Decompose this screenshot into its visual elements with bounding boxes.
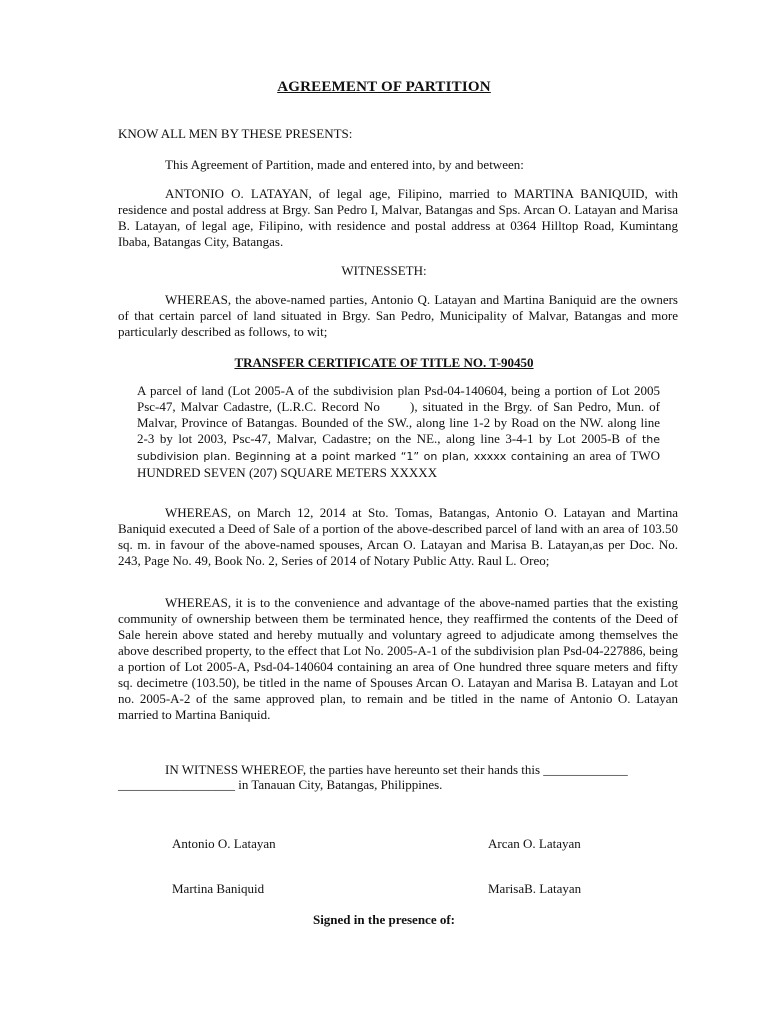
witnesseth-heading: WITNESSETH: [341, 263, 427, 278]
tct-description-part2: the subdivision plan. Beginning at a point marked “1” on plan, xxxxx containing [137, 433, 660, 463]
document-title: AGREEMENT OF PARTITION [277, 79, 491, 95]
whereas-paragraph-2: WHEREAS, on March 12, 2014 at Sto. Tomas, Batangas, Antonio O. Latayan and Martina Baniquid executed a Deed of Sale of a portion of the above-described parcel of land with an area of 103.50 sq. m. in favour of the above-named spouses, Arcan O. Latayan and Marisa B. Latayan,as per Doc. No. 243, Page No. 49, Book No. 2, Series of 2014 of Notary Public Atty. Raul L. Oreo; [118, 505, 678, 568]
whereas-paragraph-1: WHEREAS, the above-named parties, Antonio Q. Latayan and Martina Baniquid are the owners of that certain parcel of land situated in Brgy. San Pedro, Municipality of Malvar, Batangas and more particularly described as follows, to wit; [118, 292, 678, 339]
witness-clause-line2: __________________ in Tanauan City, Batangas, Philippines. [118, 777, 443, 792]
signatory-marisa: MarisaB. Latayan [488, 881, 582, 896]
whereas-paragraph-3: WHEREAS, it is to the convenience and advantage of the above-named parties that the existing community of ownership between them be terminated hence, they reaffirmed the contents of the Deed of Sale herein above stated and hereby mutually and voluntary agreed to adjudicate among themselves the above described property, to the effect that Lot No. 2005-A-1 of the subdivision plan Psd-04-227886, being a portion of Lot 2005-A, Psd-04-140604 containing an area of One hundred three square meters and fifty sq. decimetre (103.50), be titled in the name of Spouses Arcan O. Latayan and Marisa B. Latayan and Lot no. 2005-A-2 of the same approved plan, to remain and be titled in the name of Antonio O. Latayan married to Martina Baniquid. [118, 595, 678, 722]
intro-paragraph: This Agreement of Partition, made and entered into, by and between: [165, 157, 524, 172]
tct-description-part1: A parcel of land (Lot 2005-A of the subdivision plan Psd-04-140604, being a portion of Lot 2005 Psc-47, Malvar Cadastre, (L.R.C. Record No ), situated in the Brgy. of San Pedro, Mun. of Malvar, Province of Batangas. Bounded of the SW., along line 1-2 by Road on the NW. along line 2-3 by lot 2003, Psc-47, Malvar, Cadastre; on the NE., along line 3-4-1 by Lot 2005-B of [137, 383, 660, 446]
tct-description-part3: an area of TWO HUNDRED SEVEN (207) SQUARE METERS XXXXX [137, 448, 660, 480]
opening-line: KNOW ALL MEN BY THESE PRESENTS: [118, 126, 353, 141]
parties-paragraph: ANTONIO O. LATAYAN, of legal age, Filipino, married to MARTINA BANIQUID, with residence and postal address at Brgy. San Pedro I, Malvar, Batangas and Sps. Arcan O. Latayan and Marisa B. Latayan, of legal age, Filipino, with residence and postal address at 0364 Hilltop Road, Kumintang Ibaba, Batangas City, Batangas. [118, 186, 678, 249]
signatory-martina: Martina Baniquid [172, 881, 265, 896]
signatory-antonio: Antonio O. Latayan [172, 836, 276, 851]
signatory-arcan: Arcan O. Latayan [488, 836, 581, 851]
tct-heading: TRANSFER CERTIFICATE OF TITLE NO. T-90450 [234, 355, 534, 370]
signed-in-presence: Signed in the presence of: [312, 912, 456, 927]
tct-description [137, 383, 660, 481]
witness-clause-line1: IN WITNESS WHEREOF, the parties have hereunto set their hands this _____________ [165, 762, 628, 777]
